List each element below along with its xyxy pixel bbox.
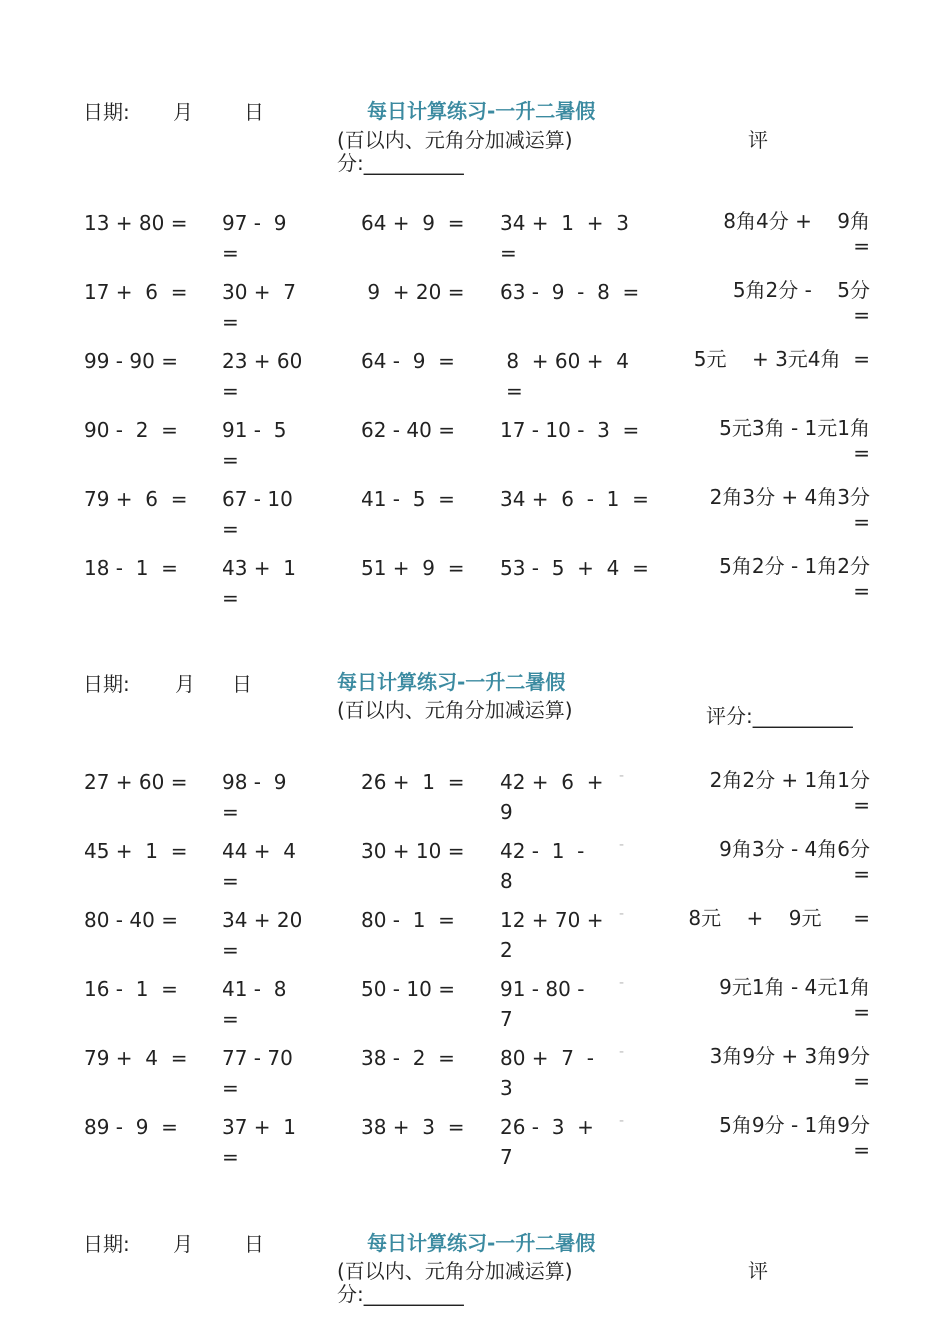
problem-col2: 44 + 4 xyxy=(222,839,297,863)
date-label: 日期: xyxy=(83,100,130,124)
score-line: 分:__________ xyxy=(337,151,464,175)
problem-col3: 38 - 2 = xyxy=(361,1046,455,1070)
problem-col4-continued: 7 xyxy=(500,1145,513,1169)
problem-col4-continued: 9 xyxy=(500,800,513,824)
problem-col2-equals: = xyxy=(222,379,239,403)
problem-col3: 26 + 1 = xyxy=(361,770,465,794)
problem-col2: 23 + 60 xyxy=(222,349,303,373)
money-problem-equals: = xyxy=(853,1000,870,1024)
money-problem: 5角2分 - 5分 xyxy=(732,278,870,302)
day-label: 日 xyxy=(232,672,252,696)
problem-col4: 42 - 1 - xyxy=(500,839,585,863)
problem-col2: 37 + 1 xyxy=(222,1115,297,1139)
problem-col2: 77 - 70 xyxy=(222,1046,293,1070)
money-problem-equals: = xyxy=(853,234,870,258)
problem-col1: 90 - 2 = xyxy=(84,418,178,442)
score-label: 评 xyxy=(748,128,768,152)
problem-col2-equals: = xyxy=(222,869,239,893)
problem-col1: 16 - 1 = xyxy=(84,977,178,1001)
problem-col4-continued: 2 xyxy=(500,938,513,962)
problem-col3: 38 + 3 = xyxy=(361,1115,465,1139)
score-line: 分:__________ xyxy=(337,1282,464,1306)
problem-col1: 79 + 4 = xyxy=(84,1046,188,1070)
money-problem: 5角9分 - 1角9分 xyxy=(719,1113,870,1137)
worksheet-title: 每日计算练习-一升二暑假 xyxy=(367,99,596,123)
money-problem: 8角4分 + 9角 xyxy=(723,209,870,233)
month-label: 月 xyxy=(173,100,193,124)
money-problem: 3角9分 + 3角9分 xyxy=(709,1044,870,1068)
problem-col3: 80 - 1 = xyxy=(361,908,455,932)
problem-col4-equals: = xyxy=(506,379,523,403)
problem-col2-equals: = xyxy=(222,517,239,541)
money-problem: 9元1角 - 4元1角 xyxy=(719,975,870,999)
problem-col2: 67 - 10 xyxy=(222,487,293,511)
score-label: 评 xyxy=(748,1259,768,1283)
faint-dash: - xyxy=(619,1113,625,1129)
money-problem-equals: = xyxy=(853,793,870,817)
problem-col4: 26 - 3 + xyxy=(500,1115,594,1139)
worksheet-subtitle: (百以内、元角分加减运算) xyxy=(337,698,573,722)
problem-col1: 45 + 1 = xyxy=(84,839,188,863)
worksheet-subtitle: (百以内、元角分加减运算) xyxy=(337,128,573,152)
faint-dash: - xyxy=(619,906,625,922)
problem-col4: 80 + 7 - xyxy=(500,1046,594,1070)
day-label: 日 xyxy=(244,100,264,124)
faint-dash: - xyxy=(619,1044,625,1060)
problem-col2-equals: = xyxy=(222,1145,239,1169)
money-problem-equals: = xyxy=(853,862,870,886)
money-problem-equals: = xyxy=(853,579,870,603)
problem-col3: 9 + 20 = xyxy=(361,280,465,304)
problem-col2-equals: = xyxy=(222,1007,239,1031)
problem-col4-continued: 7 xyxy=(500,1007,513,1031)
problem-col1: 79 + 6 = xyxy=(84,487,188,511)
problem-col4: 42 + 6 + xyxy=(500,770,604,794)
problem-col4: 34 + 6 - 1 = xyxy=(500,487,649,511)
problem-col1: 13 + 80 = xyxy=(84,211,188,235)
money-problem-equals: = xyxy=(853,303,870,327)
problem-col4: 17 - 10 - 3 = xyxy=(500,418,640,442)
problem-col1: 89 - 9 = xyxy=(84,1115,178,1139)
problem-col1: 18 - 1 = xyxy=(84,556,178,580)
problem-col1: 99 - 90 = xyxy=(84,349,178,373)
problem-col4: 12 + 70 + xyxy=(500,908,604,932)
faint-dash: - xyxy=(619,837,625,853)
problem-col4-continued: 8 xyxy=(500,869,513,893)
problem-col3: 64 - 9 = xyxy=(361,349,455,373)
money-problem: 5元 + 3元4角 = xyxy=(693,347,870,371)
problem-col4: 53 - 5 + 4 = xyxy=(500,556,649,580)
problem-col4: 34 + 1 + 3 xyxy=(500,211,629,235)
date-label: 日期: xyxy=(83,1232,130,1256)
problem-col1: 17 + 6 = xyxy=(84,280,188,304)
problem-col2-equals: = xyxy=(222,800,239,824)
month-label: 月 xyxy=(173,1232,193,1256)
problem-col2: 97 - 9 xyxy=(222,211,287,235)
problem-col2-equals: = xyxy=(222,938,239,962)
problem-col2: 43 + 1 xyxy=(222,556,297,580)
money-problem-equals: = xyxy=(853,1138,870,1162)
money-problem: 5角2分 - 1角2分 xyxy=(719,554,870,578)
day-label: 日 xyxy=(244,1232,264,1256)
problem-col2-equals: = xyxy=(222,1076,239,1100)
problem-col2-equals: = xyxy=(222,310,239,334)
problem-col4-equals: = xyxy=(500,241,517,265)
problem-col4: 8 + 60 + 4 xyxy=(500,349,629,373)
problem-col3: 51 + 9 = xyxy=(361,556,465,580)
money-problem: 2角3分 + 4角3分 xyxy=(709,485,870,509)
problem-col4: 63 - 9 - 8 = xyxy=(500,280,640,304)
problem-col3: 64 + 9 = xyxy=(361,211,465,235)
faint-dash: - xyxy=(619,975,625,991)
problem-col3: 50 - 10 = xyxy=(361,977,455,1001)
worksheet-title: 每日计算练习-一升二暑假 xyxy=(367,1231,596,1255)
problem-col2-equals: = xyxy=(222,448,239,472)
problem-col4: 91 - 80 - xyxy=(500,977,585,1001)
problem-col1: 27 + 60 = xyxy=(84,770,188,794)
problem-col1: 80 - 40 = xyxy=(84,908,178,932)
money-problem: 5元3角 - 1元1角 xyxy=(719,416,870,440)
problem-col2: 41 - 8 xyxy=(222,977,287,1001)
money-problem: 8元 + 9元 = xyxy=(688,906,870,930)
worksheet-title: 每日计算练习-一升二暑假 xyxy=(337,670,566,694)
problem-col2: 98 - 9 xyxy=(222,770,287,794)
faint-dash: - xyxy=(619,768,625,784)
worksheet-subtitle: (百以内、元角分加减运算) xyxy=(337,1259,573,1283)
problem-col3: 62 - 40 = xyxy=(361,418,455,442)
month-label: 月 xyxy=(175,672,195,696)
problem-col2: 34 + 20 xyxy=(222,908,303,932)
problem-col3: 30 + 10 = xyxy=(361,839,465,863)
problem-col4-continued: 3 xyxy=(500,1076,513,1100)
score-line: 评分:__________ xyxy=(706,704,853,728)
money-problem: 9角3分 - 4角6分 xyxy=(719,837,870,861)
money-problem-equals: = xyxy=(853,1069,870,1093)
date-label: 日期: xyxy=(83,672,130,696)
problem-col2: 30 + 7 xyxy=(222,280,297,304)
problem-col2-equals: = xyxy=(222,586,239,610)
problem-col3: 41 - 5 = xyxy=(361,487,455,511)
money-problem: 2角2分 + 1角1分 xyxy=(709,768,870,792)
problem-col2-equals: = xyxy=(222,241,239,265)
money-problem-equals: = xyxy=(853,441,870,465)
money-problem-equals: = xyxy=(853,510,870,534)
problem-col2: 91 - 5 xyxy=(222,418,287,442)
